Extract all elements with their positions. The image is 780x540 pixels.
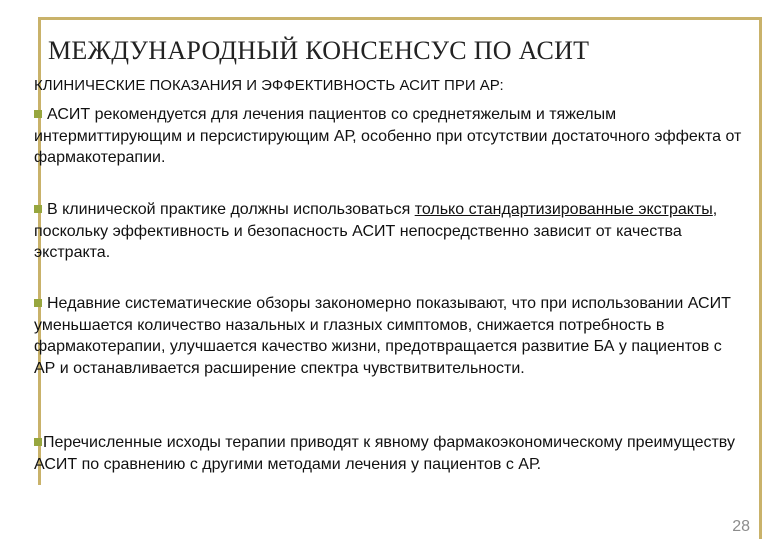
frame-right-border bbox=[759, 17, 762, 539]
slide-title: МЕЖДУНАРОДНЫЙ КОНСЕНСУС ПО АСИТ bbox=[48, 36, 590, 65]
frame-top-border bbox=[38, 17, 762, 20]
square-bullet-icon bbox=[34, 205, 42, 213]
bullet-text-underlined: только стандартизированные экстракты bbox=[414, 201, 713, 218]
bullet-text: Перечисленные исходы терапии приводят к явному фармакоэкономическому преимуществу АСИТ по сравнению с другими методами лечения у пациентов с АР. bbox=[34, 434, 735, 473]
bullet-paragraph-2 bbox=[34, 199, 746, 264]
bullet-paragraph-1 bbox=[34, 104, 746, 169]
page-number: 28 bbox=[732, 518, 750, 535]
bullet-paragraph-4 bbox=[34, 432, 746, 475]
bullet-text: АСИТ рекомендуется для лечения пациентов со среднетяжелым и тяжелым интермиттирующим и персистирующим АР, особенно при отсутствии достаточного эффекта от фармакотерапии. bbox=[34, 106, 742, 166]
bullet-text-after: , поскольку эффективность и безопасность АСИТ непосредственно зависит от качества экстракта. bbox=[34, 201, 718, 261]
square-bullet-icon bbox=[34, 438, 42, 446]
bullet-text-before: В клинической практике должны использоваться bbox=[47, 201, 415, 218]
bullet-paragraph-3 bbox=[34, 293, 746, 379]
bullet-text: Недавние систематические обзоры закономерно показывают, что при использовании АСИТ уменьшается количество назальных и глазных симптомов, снижается потребность в фармакотерапии, улучшается качество жизни, предотвращается развитие БА у пациентов с АР и останавливается расширение спектра чувствитвительности. bbox=[34, 295, 731, 377]
square-bullet-icon bbox=[34, 110, 42, 118]
slide-subtitle: КЛИНИЧЕСКИЕ ПОКАЗАНИЯ И ЭФФЕКТИВНОСТЬ АСИТ ПРИ АР: bbox=[34, 77, 504, 94]
square-bullet-icon bbox=[34, 299, 42, 307]
